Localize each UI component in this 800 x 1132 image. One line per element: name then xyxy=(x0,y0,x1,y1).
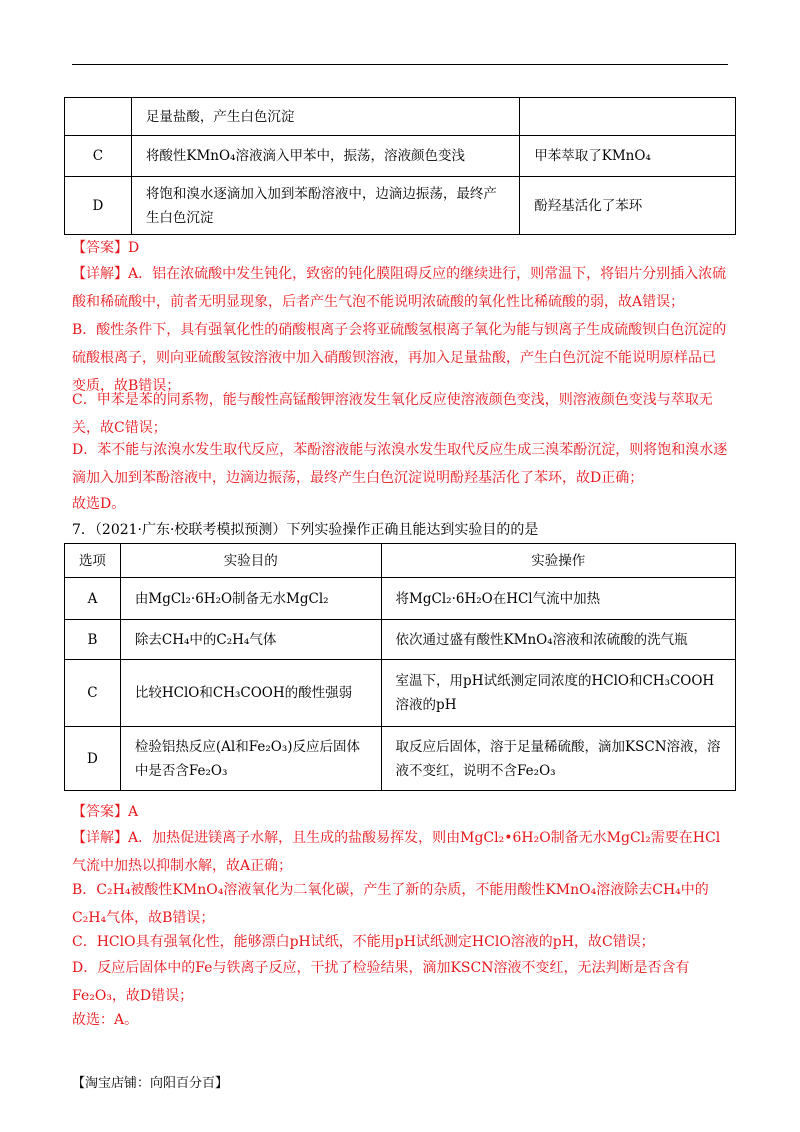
options-table-continued xyxy=(64,97,736,235)
operation-cell: 室温下，用pH试纸测定同浓度的HClO和CH₃COOH溶液的pH xyxy=(381,660,735,727)
table-row xyxy=(65,136,736,177)
analysis-a: 【详解】A．铝在浓硫酸中发生钝化，致密的钝化膜阻碍反应的继续进行，则常温下，将铝片分别插入浓硫酸和稀硫酸中，前者无明显现象，后者产生气泡不能说明浓硫酸的氧化性比稀硫酸的弱，故A错误； xyxy=(72,266,727,310)
conclusion-cell: 甲苯萃取了KMnO₄ xyxy=(520,136,736,177)
experiment-table xyxy=(64,543,736,791)
option-cell: D xyxy=(65,727,121,791)
header-operation: 实验操作 xyxy=(381,544,735,578)
table-row xyxy=(65,98,736,136)
option-cell xyxy=(65,98,132,136)
header-option: 选项 xyxy=(65,544,121,578)
question-7: 7．（2021·广东·校联考模拟预测）下列实验操作正确且能达到实验目的的是 xyxy=(72,522,539,538)
analysis-b: B．酸性条件下，具有强氧化性的硝酸根离子会将亚硫酸氢根离子氧化为能与钡离子生成硫酸钡白色沉淀的硫酸根离子，则向亚硫酸氢铵溶液中加入硝酸钡溶液，再加入足量盐酸，产生白色沉淀不能说明原样品已变质，故B错误； xyxy=(72,322,727,394)
header-purpose: 实验目的 xyxy=(120,544,381,578)
table-row xyxy=(65,727,736,791)
conclusion-line: 故选：A。 xyxy=(72,1012,139,1028)
purpose-cell: 由MgCl₂·6H₂O制备无水MgCl₂ xyxy=(120,578,381,620)
conclusion-cell: 酚羟基活化了苯环 xyxy=(520,177,736,235)
purpose-cell: 检验铝热反应(Al和Fe₂O₃)反应后固体中是否含Fe₂O₃ xyxy=(120,727,381,791)
option-cell: A xyxy=(65,578,121,620)
analysis-a: 【详解】A．加热促进镁离子水解，且生成的盐酸易挥发，则由MgCl₂•6H₂O制备无水MgCl₂需要在HCl气流中加热以抑制水解，故A正确； xyxy=(72,830,721,874)
answer-label: 【答案】A xyxy=(72,804,139,820)
conclusion-line: 故选D。 xyxy=(72,496,126,512)
purpose-cell: 除去CH₄中的C₂H₄气体 xyxy=(120,620,381,660)
header-rule xyxy=(72,64,728,65)
operation-cell: 足量盐酸，产生白色沉淀 xyxy=(131,98,519,136)
table-header-row xyxy=(65,544,736,578)
operation-cell: 将酸性KMnO₄溶液滴入甲苯中，振荡，溶液颜色变浅 xyxy=(131,136,519,177)
table-row xyxy=(65,578,736,620)
analysis-d: D．苯不能与浓溴水发生取代反应，苯酚溶液能与浓溴水发生取代反应生成三溴苯酚沉淀，则将饱和溴水逐滴加入加到苯酚溶液中，边滴边振荡，最终产生白色沉淀说明酚羟基活化了苯环，故D正确； xyxy=(72,442,728,486)
analysis-b: B．C₂H₄被酸性KMnO₄溶液氧化为二氧化碳，产生了新的杂质，不能用酸性KMnO₄溶液除去CH₄中的C₂H₄气体，故B错误； xyxy=(72,882,709,926)
analysis-c: C．甲苯是苯的同系物，能与酸性高锰酸钾溶液发生氧化反应使溶液颜色变浅，则溶液颜色变浅与萃取无关，故C错误； xyxy=(72,392,713,436)
option-cell: B xyxy=(65,620,121,660)
operation-cell: 将MgCl₂·6H₂O在HCl气流中加热 xyxy=(381,578,735,620)
footer-shop-label: 【淘宝店铺：向阳百分百】 xyxy=(72,1076,229,1091)
option-cell: D xyxy=(65,177,132,235)
purpose-cell: 比较HClO和CH₃COOH的酸性强弱 xyxy=(120,660,381,727)
table-row xyxy=(65,177,736,235)
operation-cell: 将饱和溴水逐滴加入加到苯酚溶液中，边滴边振荡，最终产生白色沉淀 xyxy=(131,177,519,235)
option-cell: C xyxy=(65,136,132,177)
table-row xyxy=(65,660,736,727)
option-cell: C xyxy=(65,660,121,727)
table-row xyxy=(65,620,736,660)
operation-cell: 取反应后固体，溶于足量稀硫酸，滴加KSCN溶液，溶液不变红，说明不含Fe₂O₃ xyxy=(381,727,735,791)
conclusion-cell xyxy=(520,98,736,136)
analysis-c: C．HClO具有强氧化性，能够漂白pH试纸，不能用pH试纸测定HClO溶液的pH，故C错误； xyxy=(72,934,655,950)
operation-cell: 依次通过盛有酸性KMnO₄溶液和浓硫酸的洗气瓶 xyxy=(381,620,735,660)
answer-label: 【答案】D xyxy=(72,240,140,256)
analysis-d: D．反应后固体中的Fe与铁离子反应，干扰了检验结果，滴加KSCN溶液不变红，无法判断是否含有Fe₂O₃，故D错误； xyxy=(72,960,690,1004)
